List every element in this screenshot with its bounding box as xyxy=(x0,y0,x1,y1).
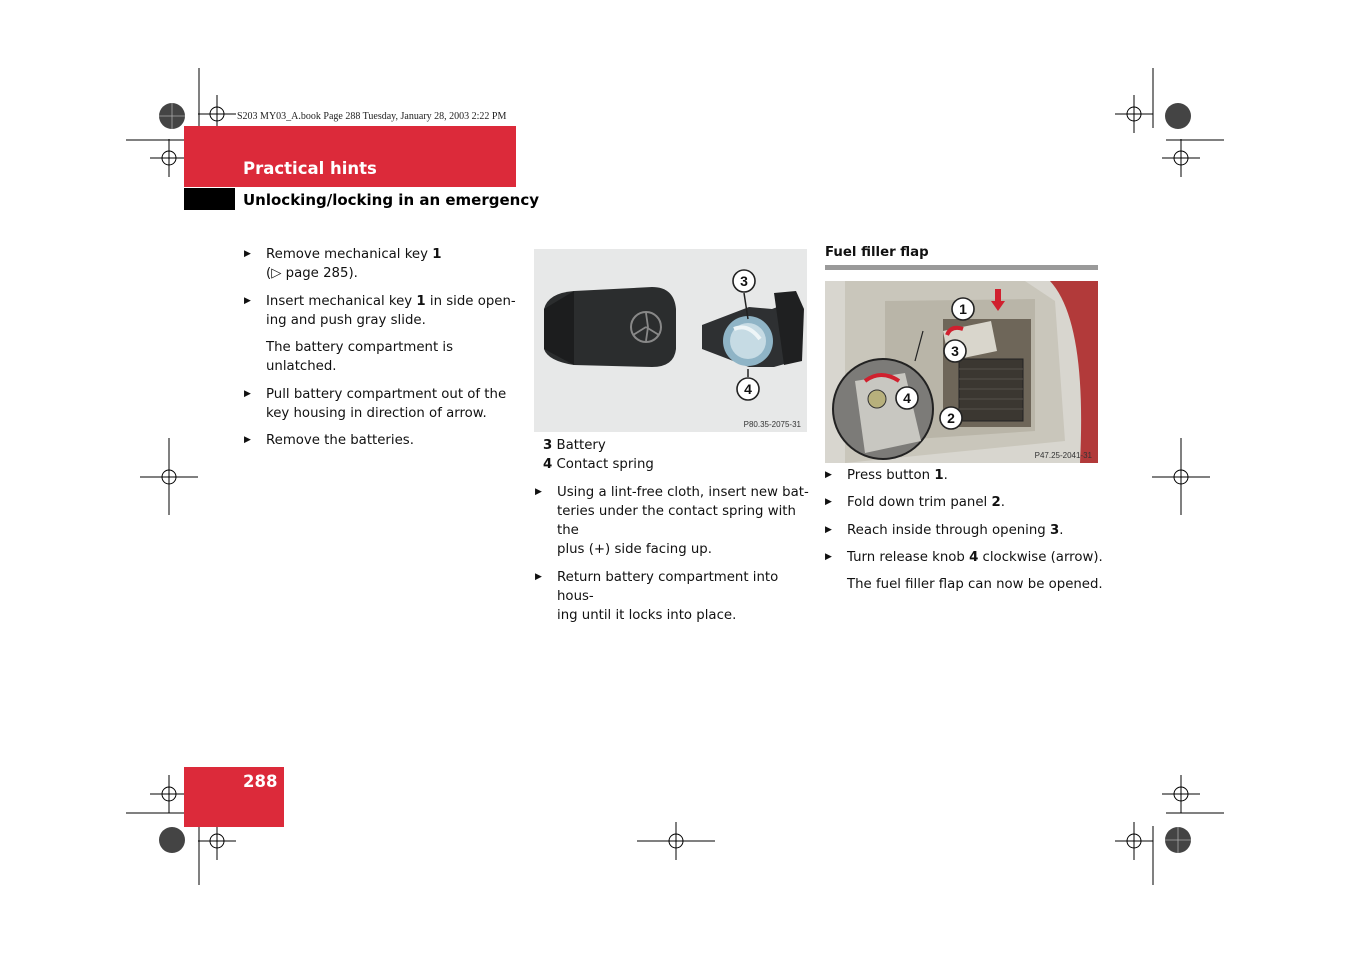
ref-number: 1 xyxy=(432,247,442,262)
page-subtitle: Unlocking/locking in an emergency xyxy=(243,191,540,209)
step-insert-batteries: ▶ Using a lint-free cloth, insert new bat- teries under the contact spring with the plus (+) side facing up. xyxy=(535,484,809,558)
fuel-flap-heading: Fuel filler flap xyxy=(825,245,929,260)
battery-label: 3 xyxy=(740,273,748,289)
step-text: key housing in direction of arrow. xyxy=(266,406,487,422)
ref-number: 1 xyxy=(416,293,426,309)
step-fold-panel: ▶ Fold down trim panel 2. xyxy=(825,493,1103,512)
trunk-illustration xyxy=(825,281,1098,463)
step-turn-knob: ▶ Turn release knob 4 clockwise (arrow). xyxy=(825,548,1103,567)
bullet-icon: ▶ xyxy=(825,524,832,535)
step-remove-batteries xyxy=(244,431,519,450)
key-illustration xyxy=(534,249,807,432)
step-insert-key xyxy=(244,292,519,331)
step-text: in side open- xyxy=(425,293,516,309)
section-title: Practical hints xyxy=(243,159,377,178)
step-reach-inside: ▶ Reach inside through opening 3. xyxy=(825,521,1103,540)
step-press-button: ▶ Press button 1. xyxy=(825,466,1103,485)
bullet-icon: ▶ xyxy=(535,486,542,497)
bullet-icon: ▶ xyxy=(825,497,832,508)
step-return-compartment: ▶ Return battery compartment into hous- ing until it locks into place. xyxy=(535,569,779,624)
step-text: Insert mechanical key xyxy=(266,293,417,309)
right-column xyxy=(825,466,1103,602)
print-slug: S203 MY03_A.book Page 288 Tuesday, January 28, 2003 2:22 PM xyxy=(237,111,507,122)
opening-label: 3 xyxy=(951,343,959,359)
note-unlatched: The battery compartment is unlatched. xyxy=(266,340,454,375)
key-battery-figure xyxy=(534,249,807,432)
bullet-icon: ▶ xyxy=(244,435,251,446)
step-pull-compartment xyxy=(244,385,519,424)
left-column xyxy=(244,245,519,459)
step-text: (▷ page 285). xyxy=(266,266,358,282)
caption-battery: 3 Battery xyxy=(543,438,606,453)
caption-spring: 4 Contact spring xyxy=(543,457,654,473)
bullet-icon: ▶ xyxy=(244,295,251,306)
step-remove-key xyxy=(244,245,519,284)
knob-label: 4 xyxy=(903,390,911,406)
page-number: 288 xyxy=(243,772,278,791)
bullet-icon: ▶ xyxy=(244,249,251,259)
step-text: Remove the batteries. xyxy=(266,433,414,449)
bullet-icon: ▶ xyxy=(825,551,832,562)
figure-code: P47.25-2041-31 xyxy=(1034,451,1092,460)
step-text: Remove mechanical key xyxy=(266,247,433,262)
bullet-icon: ▶ xyxy=(535,571,542,582)
heading-rule xyxy=(825,265,1098,270)
panel-label: 2 xyxy=(947,410,955,426)
subtitle-marker xyxy=(184,188,235,210)
button-label: 1 xyxy=(959,301,967,317)
bullet-icon: ▶ xyxy=(244,388,251,399)
middle-column xyxy=(535,436,810,634)
figure-code: P80.35-2075-31 xyxy=(743,420,801,429)
bullet-icon: ▶ xyxy=(825,470,832,480)
step-text: Pull battery compartment out of the xyxy=(266,386,507,402)
trunk-figure xyxy=(825,281,1098,463)
note-flap-open: The fuel filler flap can now be opened. xyxy=(847,577,1103,593)
step-text: ing and push gray slide. xyxy=(266,312,426,328)
spring-label: 4 xyxy=(744,381,752,397)
